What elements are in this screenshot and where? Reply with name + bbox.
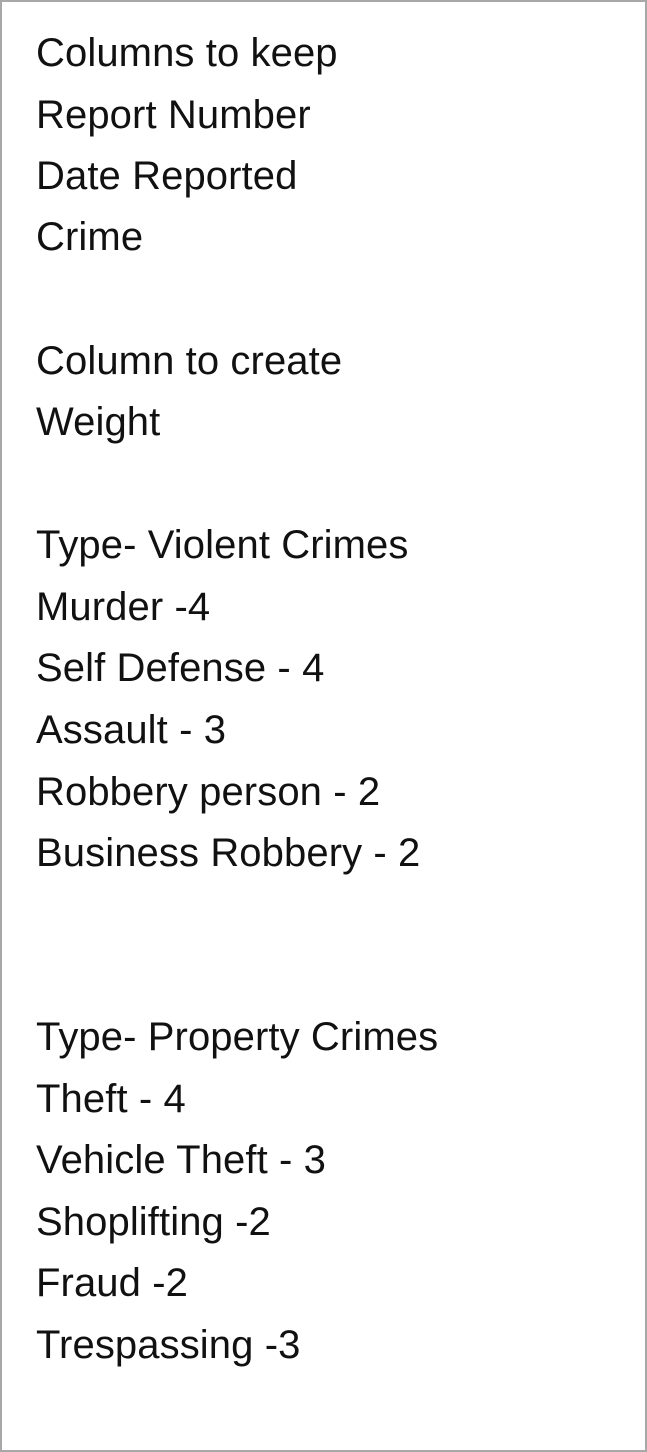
violent-crime-item: Robbery person - 2 xyxy=(36,770,381,814)
create-column-weight: Weight xyxy=(36,400,161,444)
violent-crime-item: Assault - 3 xyxy=(36,708,227,752)
property-crime-item: Theft - 4 xyxy=(36,1077,186,1121)
property-crimes-heading: Type- Property Crimes xyxy=(36,1015,439,1059)
keep-column-report-number: Report Number xyxy=(36,93,311,137)
violent-crime-item: Murder -4 xyxy=(36,585,211,629)
columns-to-keep-heading: Columns to keep xyxy=(36,31,338,75)
violent-crime-item: Self Defense - 4 xyxy=(36,646,325,690)
property-crime-item: Shoplifting -2 xyxy=(36,1200,271,1244)
column-to-create-heading: Column to create xyxy=(36,339,343,383)
violent-crimes-heading: Type- Violent Crimes xyxy=(36,523,409,567)
property-crime-item: Trespassing -3 xyxy=(36,1323,301,1367)
violent-crime-item: Business Robbery - 2 xyxy=(36,831,421,875)
keep-column-crime: Crime xyxy=(36,215,144,259)
property-crime-item: Fraud -2 xyxy=(36,1261,188,1305)
keep-column-date-reported: Date Reported xyxy=(36,154,298,198)
property-crime-item: Vehicle Theft - 3 xyxy=(36,1138,327,1182)
